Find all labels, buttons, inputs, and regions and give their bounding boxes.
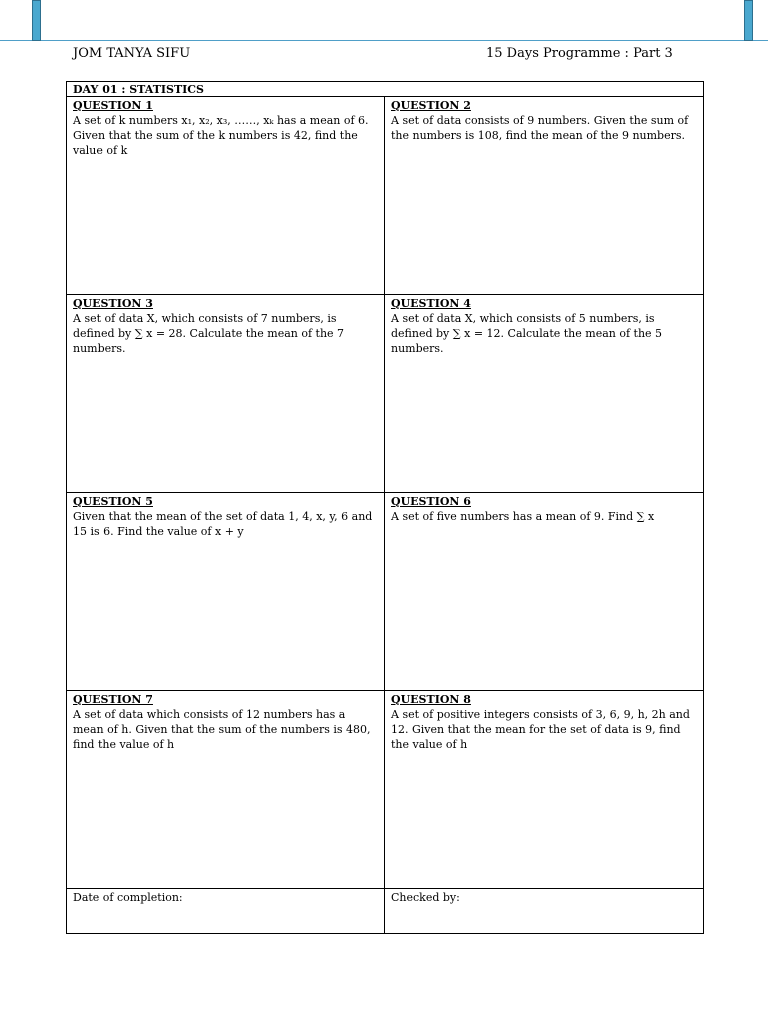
right-tab-decoration	[744, 0, 753, 41]
question-title: QUESTION 8	[391, 693, 471, 706]
day-title: DAY 01 : STATISTICS	[67, 82, 704, 97]
question-title: QUESTION 1	[73, 99, 153, 112]
question-text: A set of data which consists of 12 numbers has a mean of h. Given that the sum of the numbers is 480, find the value of h	[73, 708, 371, 751]
question-cell-6	[385, 493, 704, 691]
date-of-completion-field[interactable]: Date of completion:	[67, 889, 385, 934]
question-text: A set of k numbers x₁, x₂, x₃, ……, xₖ has a mean of 6. Given that the sum of the k numbers is 42, find the value of k	[73, 114, 369, 157]
question-title: QUESTION 7	[73, 693, 153, 706]
question-text: Given that the mean of the set of data 1, 4, x, y, 6 and 15 is 6. Find the value of x + y	[73, 510, 373, 538]
question-cell-2	[385, 97, 704, 295]
checked-by-field[interactable]: Checked by:	[385, 889, 704, 934]
question-text: A set of five numbers has a mean of 9. Find ∑ x	[391, 510, 655, 523]
header-rule	[0, 40, 768, 41]
question-text: A set of data X, which consists of 5 numbers, is defined by ∑ x = 12. Calculate the mean of the 5 numbers.	[391, 312, 663, 355]
question-title: QUESTION 2	[391, 99, 471, 112]
question-cell-3	[67, 295, 385, 493]
question-cell-8	[385, 691, 704, 889]
header-left-title: JOM TANYA SIFU	[73, 46, 191, 61]
question-title: QUESTION 5	[73, 495, 153, 508]
header-right-title: 15 Days Programme : Part 3	[486, 46, 673, 61]
question-text: A set of positive integers consists of 3, 6, 9, h, 2h and 12. Given that the mean for the set of data is 9, find the value of h	[391, 708, 690, 751]
question-cell-7	[67, 691, 385, 889]
question-title: QUESTION 6	[391, 495, 471, 508]
question-title: QUESTION 3	[73, 297, 153, 310]
question-text: A set of data consists of 9 numbers. Given the sum of the numbers is 108, find the mean of the 9 numbers.	[391, 114, 689, 142]
left-tab-decoration	[32, 0, 41, 41]
question-cell-4	[385, 295, 704, 493]
question-text: A set of data X, which consists of 7 numbers, is defined by ∑ x = 28. Calculate the mean of the 7 numbers.	[73, 312, 345, 355]
question-cell-5	[67, 493, 385, 691]
worksheet-table	[66, 81, 704, 934]
question-title: QUESTION 4	[391, 297, 471, 310]
question-cell-1	[67, 97, 385, 295]
